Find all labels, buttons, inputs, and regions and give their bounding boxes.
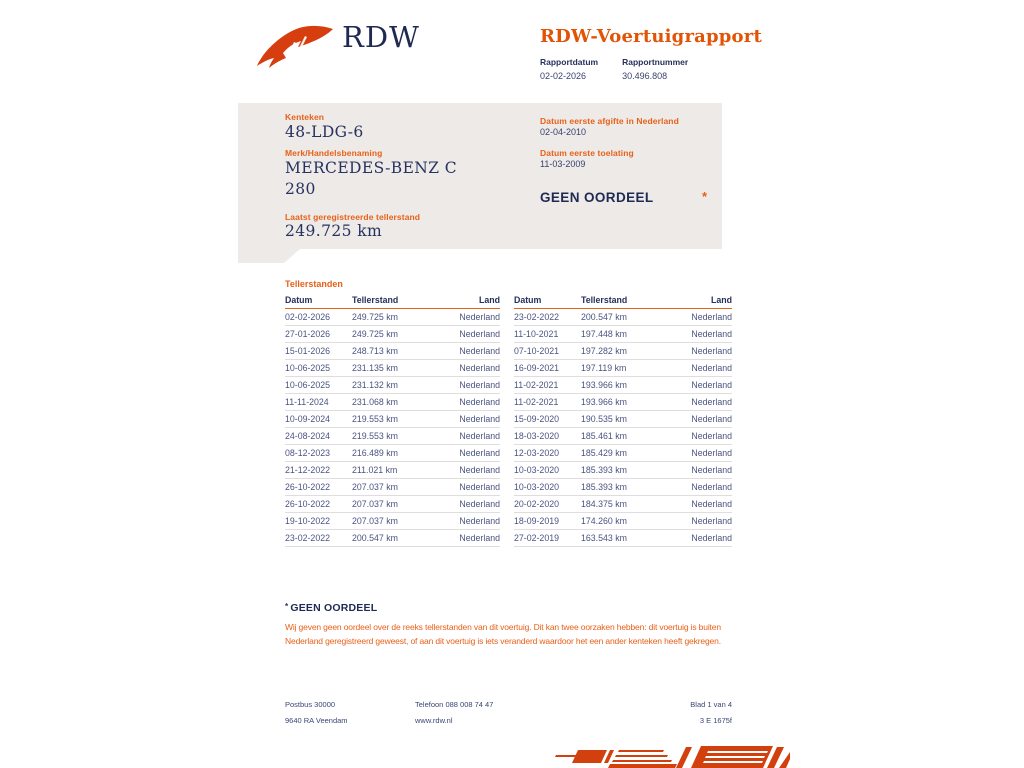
col-tellerstand: Tellerstand bbox=[352, 293, 440, 309]
footer-city: 9640 RA Veendam bbox=[285, 716, 348, 725]
table-row bbox=[285, 530, 500, 547]
cell-tellerstand: 197.282 km bbox=[581, 343, 669, 360]
report-number-value: 30.496.808 bbox=[622, 71, 668, 81]
cell-datum: 20-02-2020 bbox=[514, 496, 581, 513]
cell-land: Nederland bbox=[440, 343, 500, 360]
cell-tellerstand: 207.037 km bbox=[352, 479, 440, 496]
table-row bbox=[514, 377, 732, 394]
rdw-stripes-graphic-icon bbox=[555, 737, 790, 768]
cell-land: Nederland bbox=[669, 360, 732, 377]
footer-postbus: Postbus 30000 bbox=[285, 700, 336, 709]
cell-datum: 27-02-2019 bbox=[514, 530, 581, 547]
table-row bbox=[514, 411, 732, 428]
cell-tellerstand: 207.037 km bbox=[352, 513, 440, 530]
cell-datum: 10-03-2020 bbox=[514, 462, 581, 479]
report-date-label: Rapportdatum bbox=[540, 57, 599, 67]
afgifte-label: Datum eerste afgifte in Nederland bbox=[540, 116, 679, 126]
cell-datum: 23-02-2022 bbox=[514, 309, 581, 326]
cell-land: Nederland bbox=[669, 394, 732, 411]
footer-address bbox=[285, 700, 415, 732]
rdw-logo bbox=[256, 20, 420, 70]
table-row bbox=[285, 411, 500, 428]
cell-tellerstand: 193.966 km bbox=[581, 394, 669, 411]
cell-land: Nederland bbox=[669, 496, 732, 513]
kenteken-value: 48-LDG-6 bbox=[285, 123, 364, 141]
table-row bbox=[285, 428, 500, 445]
page-footer bbox=[285, 700, 732, 732]
table-row bbox=[514, 360, 732, 377]
cell-land: Nederland bbox=[440, 394, 500, 411]
cell-datum: 24-08-2024 bbox=[285, 428, 352, 445]
cell-tellerstand: 185.461 km bbox=[581, 428, 669, 445]
cell-datum: 02-02-2026 bbox=[285, 309, 352, 326]
cell-land: Nederland bbox=[440, 309, 500, 326]
cell-tellerstand: 193.966 km bbox=[581, 377, 669, 394]
footer-contact bbox=[415, 700, 690, 732]
cell-tellerstand: 185.393 km bbox=[581, 479, 669, 496]
table-title: Tellerstanden bbox=[285, 279, 343, 289]
cell-land: Nederland bbox=[440, 496, 500, 513]
table-row bbox=[285, 343, 500, 360]
cell-land: Nederland bbox=[440, 428, 500, 445]
afgifte-value: 02-04-2010 bbox=[540, 127, 587, 137]
table-row bbox=[514, 513, 732, 530]
report-meta bbox=[540, 57, 688, 81]
footnote-title bbox=[285, 602, 723, 614]
cell-tellerstand: 211.021 km bbox=[352, 462, 440, 479]
cell-datum: 10-06-2025 bbox=[285, 377, 352, 394]
cell-tellerstand: 197.119 km bbox=[581, 360, 669, 377]
cell-tellerstand: 231.132 km bbox=[352, 377, 440, 394]
table-row bbox=[514, 309, 732, 326]
page-title: RDW-Voertuigrapport bbox=[540, 26, 762, 47]
footer-page-number: Blad 1 van 4 bbox=[690, 700, 732, 709]
cell-datum: 11-10-2021 bbox=[514, 326, 581, 343]
cell-datum: 10-09-2024 bbox=[285, 411, 352, 428]
cell-datum: 23-02-2022 bbox=[285, 530, 352, 547]
asterisk-icon: * bbox=[285, 602, 289, 611]
table-row bbox=[514, 445, 732, 462]
table-row bbox=[285, 377, 500, 394]
table-row bbox=[514, 479, 732, 496]
cell-land: Nederland bbox=[669, 411, 732, 428]
kenteken-label: Kenteken bbox=[285, 112, 325, 122]
table-row bbox=[514, 343, 732, 360]
cell-land: Nederland bbox=[440, 445, 500, 462]
footer-meta bbox=[690, 700, 732, 732]
star-icon: * bbox=[702, 189, 708, 204]
cell-datum: 11-02-2021 bbox=[514, 377, 581, 394]
footer-phone: Telefoon 088 008 74 47 bbox=[415, 700, 494, 709]
report-number-label: Rapportnummer bbox=[622, 57, 689, 67]
cell-datum: 15-09-2020 bbox=[514, 411, 581, 428]
footnote-title-text: GEEN OORDEEL bbox=[290, 602, 378, 614]
cell-datum: 10-03-2020 bbox=[514, 479, 581, 496]
footnote-body: Wij geven geen oordeel over de reeks tellerstanden van dit voertuig. Dit kan twee oorzaken hebben: dit voertuig is buiten Nederland geregistreerd geweest, of aan dit voertuig is iets veranderd waardoor het een ander kenteken heeft gekregen. bbox=[285, 622, 721, 646]
cell-datum: 11-11-2024 bbox=[285, 394, 352, 411]
cell-datum: 11-02-2021 bbox=[514, 394, 581, 411]
toelating-label: Datum eerste toelating bbox=[540, 148, 634, 158]
cell-tellerstand: 219.553 km bbox=[352, 428, 440, 445]
table-row bbox=[514, 496, 732, 513]
cell-datum: 10-06-2025 bbox=[285, 360, 352, 377]
cell-land: Nederland bbox=[440, 513, 500, 530]
cell-tellerstand: 219.553 km bbox=[352, 411, 440, 428]
cell-land: Nederland bbox=[440, 479, 500, 496]
cell-datum: 26-10-2022 bbox=[285, 479, 352, 496]
cell-land: Nederland bbox=[669, 445, 732, 462]
cell-land: Nederland bbox=[440, 360, 500, 377]
cell-tellerstand: 249.725 km bbox=[352, 309, 440, 326]
cell-datum: 08-12-2023 bbox=[285, 445, 352, 462]
cell-tellerstand: 185.393 km bbox=[581, 462, 669, 479]
cell-tellerstand: 248.713 km bbox=[352, 343, 440, 360]
cell-tellerstand: 190.535 km bbox=[581, 411, 669, 428]
cell-land: Nederland bbox=[669, 309, 732, 326]
cell-datum: 18-03-2020 bbox=[514, 428, 581, 445]
cell-datum: 19-10-2022 bbox=[285, 513, 352, 530]
table-header-row bbox=[514, 293, 732, 309]
table-row bbox=[285, 326, 500, 343]
cell-tellerstand: 174.260 km bbox=[581, 513, 669, 530]
table-row bbox=[285, 496, 500, 513]
tellerstanden-section bbox=[285, 279, 732, 547]
cell-land: Nederland bbox=[440, 530, 500, 547]
table-row bbox=[285, 462, 500, 479]
cell-tellerstand: 184.375 km bbox=[581, 496, 669, 513]
footer-website-link[interactable]: www.rdw.nl bbox=[415, 716, 453, 725]
cell-datum: 15-01-2026 bbox=[285, 343, 352, 360]
cell-tellerstand: 249.725 km bbox=[352, 326, 440, 343]
report-date bbox=[540, 57, 598, 81]
cell-land: Nederland bbox=[669, 428, 732, 445]
oordeel-value: GEEN OORDEEL bbox=[540, 190, 654, 205]
cell-land: Nederland bbox=[669, 462, 732, 479]
cell-tellerstand: 231.135 km bbox=[352, 360, 440, 377]
merk-value: MERCEDES-BENZ C 280 bbox=[285, 159, 458, 198]
geen-oordeel-footnote bbox=[285, 602, 723, 648]
cell-land: Nederland bbox=[669, 326, 732, 343]
report-number bbox=[622, 57, 688, 81]
tellerstanden-table-left bbox=[285, 293, 500, 547]
table-header-row bbox=[285, 293, 500, 309]
cell-land: Nederland bbox=[669, 513, 732, 530]
rdw-feather-icon bbox=[256, 24, 336, 70]
cell-tellerstand: 197.448 km bbox=[581, 326, 669, 343]
table-row bbox=[514, 428, 732, 445]
tellerstand-value: 249.725 km bbox=[285, 222, 383, 240]
table-row bbox=[285, 309, 500, 326]
cell-datum: 16-09-2021 bbox=[514, 360, 581, 377]
table-row bbox=[285, 360, 500, 377]
cell-tellerstand: 163.543 km bbox=[581, 530, 669, 547]
cell-land: Nederland bbox=[669, 530, 732, 547]
cell-datum: 12-03-2020 bbox=[514, 445, 581, 462]
tellerstand-label: Laatst geregistreerde tellerstand bbox=[285, 212, 421, 222]
col-land: Land bbox=[440, 293, 500, 309]
cell-datum: 27-01-2026 bbox=[285, 326, 352, 343]
cell-land: Nederland bbox=[440, 462, 500, 479]
col-datum: Datum bbox=[514, 293, 581, 309]
table-row bbox=[514, 462, 732, 479]
col-tellerstand: Tellerstand bbox=[581, 293, 669, 309]
cell-tellerstand: 207.037 km bbox=[352, 496, 440, 513]
cell-tellerstand: 185.429 km bbox=[581, 445, 669, 462]
report-date-value: 02-02-2026 bbox=[540, 71, 587, 81]
cell-land: Nederland bbox=[669, 377, 732, 394]
cell-land: Nederland bbox=[669, 479, 732, 496]
table-row bbox=[285, 394, 500, 411]
cell-tellerstand: 200.547 km bbox=[352, 530, 440, 547]
cell-datum: 18-09-2019 bbox=[514, 513, 581, 530]
cell-land: Nederland bbox=[440, 411, 500, 428]
cell-datum: 07-10-2021 bbox=[514, 343, 581, 360]
col-land: Land bbox=[669, 293, 732, 309]
table-row bbox=[285, 445, 500, 462]
table-row bbox=[514, 394, 732, 411]
cell-land: Nederland bbox=[669, 343, 732, 360]
tellerstanden-table-right bbox=[514, 293, 732, 547]
cell-datum: 21-12-2022 bbox=[285, 462, 352, 479]
rdw-logo-text: RDW bbox=[342, 20, 420, 54]
table-row bbox=[285, 513, 500, 530]
merk-label: Merk/Handelsbenaming bbox=[285, 148, 383, 158]
cell-tellerstand: 216.489 km bbox=[352, 445, 440, 462]
cell-datum: 26-10-2022 bbox=[285, 496, 352, 513]
cell-tellerstand: 200.547 km bbox=[581, 309, 669, 326]
cell-land: Nederland bbox=[440, 326, 500, 343]
table-row bbox=[285, 479, 500, 496]
toelating-value: 11-03-2009 bbox=[540, 159, 586, 169]
cell-land: Nederland bbox=[440, 377, 500, 394]
table-row bbox=[514, 326, 732, 343]
table-row bbox=[514, 530, 732, 547]
col-datum: Datum bbox=[285, 293, 352, 309]
cell-tellerstand: 231.068 km bbox=[352, 394, 440, 411]
footer-form-code: 3 E 1675f bbox=[699, 716, 732, 725]
